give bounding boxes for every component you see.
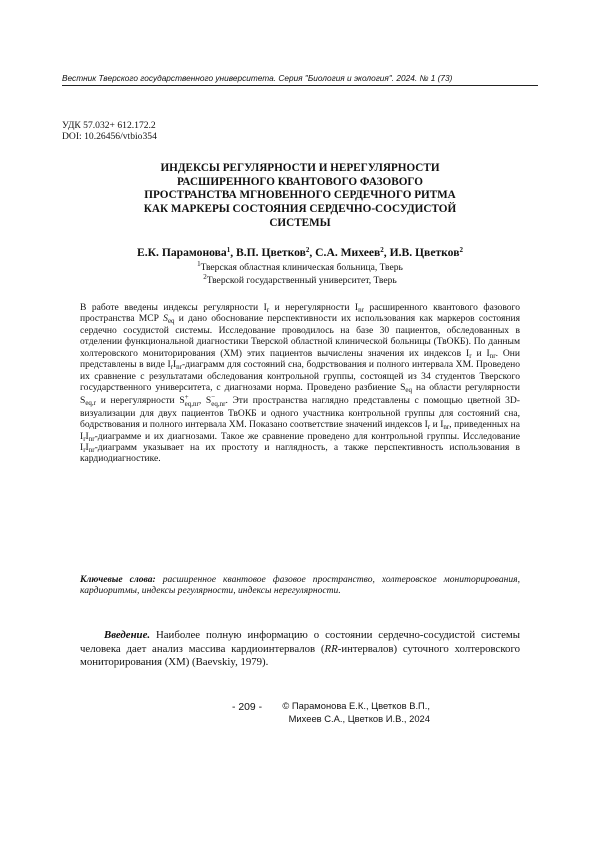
sub: nr <box>88 445 95 454</box>
copyright-line: © Парамонова Е.К., Цветков В.П., <box>282 700 430 711</box>
text: I <box>172 359 177 371</box>
subsup <box>211 394 225 408</box>
text: , приведенных на I <box>80 419 521 442</box>
text: и дано обоснование перспективности их использования как маркеров состояния сердечно сосудистой системы. Исследование проводилось на базе 30 пациентов, обследованных в отделении функциональной диагностики Тверской областной клинической больницы (ТвОКБ). По данным холтеровского мониторирования (ХМ) этих пациентов вычислены значения их индексов I <box>80 313 520 359</box>
sub: eq,nr <box>184 399 199 408</box>
subsup <box>185 394 199 408</box>
page-number: - 209 - <box>232 702 263 713</box>
author-name: В.П. Цветков <box>236 246 306 259</box>
author-affil-mark: 2 <box>459 246 463 254</box>
affiliation-2 <box>62 275 538 286</box>
author-affil-mark: 2 <box>380 246 384 254</box>
sub: eq <box>167 317 175 326</box>
author-name: С.А. Михеев <box>315 246 381 259</box>
affil-text: Тверской государственный университет, Тверь <box>206 275 397 286</box>
text: и I <box>471 347 490 359</box>
author-separator: , <box>230 246 236 259</box>
affil-mark: 1 <box>197 260 201 268</box>
text: . Они представлены в виде I <box>80 347 520 371</box>
journal-header <box>62 73 538 86</box>
title-line: ИНДЕКСЫ РЕГУЛЯРНОСТИ И НЕРЕГУЛЯРНОСТИ <box>160 162 440 174</box>
title-line: РАСШИРЕННОГО КВАНТОВОГО ФАЗОВОГО <box>177 175 423 188</box>
journal-title: Вестник Тверского государственного университета. Серия "Биология и экология". 2024. № 1 (73) <box>62 73 453 83</box>
text: I <box>85 430 89 442</box>
text: -диаграмме и их диагнозами. Такое же сравнение проведено для контрольной группы. Исследование I <box>80 430 520 453</box>
text: на области регулярности S <box>80 382 520 406</box>
sub: r <box>170 363 173 372</box>
keywords <box>80 574 520 597</box>
sub: eq,r <box>85 398 97 407</box>
sub: r <box>83 434 86 443</box>
title-line: ПРОСТРАНСТВА МГНОВЕННОГО СЕРДЕЧНОГО РИТМА <box>144 189 456 202</box>
sub: nr <box>358 306 364 314</box>
keywords-label: Ключевые слова: <box>80 574 156 585</box>
sub: r <box>427 423 431 432</box>
sub: r <box>469 351 472 360</box>
text: I <box>85 441 89 453</box>
sub: nr <box>489 351 496 360</box>
affiliation-1 <box>62 262 538 273</box>
sub: r <box>83 445 86 454</box>
article-meta <box>62 120 157 142</box>
text: Наиболее полную информацию о состоянии сердечно-сосудистой системы человека дает анализ массива кардиоинтервалов ( <box>80 629 520 655</box>
sub: eq <box>405 386 413 395</box>
copyright <box>280 700 430 726</box>
author-affil-mark: 1 <box>226 246 231 254</box>
udk-code: УДК 57.032+ 612.172.2 <box>62 120 156 131</box>
text: В работе введены индексы регулярности I <box>80 302 267 313</box>
sub: nr <box>443 423 450 432</box>
author-separator: , <box>309 246 316 259</box>
author-name: И.В. Цветков <box>389 246 460 259</box>
text: и нерегулярности S <box>96 394 185 406</box>
intro-label: Введение. <box>104 629 151 641</box>
sub: nr <box>88 434 95 443</box>
author-name: Е.К. Парамонова <box>137 246 227 259</box>
text: и I <box>430 419 444 431</box>
title-line: КАК МАРКЕРЫ СОСТОЯНИЯ СЕРДЕЧНО-СОСУДИСТОЙ <box>143 203 457 216</box>
sub: eq,nr <box>211 399 226 408</box>
text: -диаграмм для состояний сна, бодрствования и полного интервала ХМ. Проведено их сравнение с результатами обследования контрольной группы, состоящей из 34 студентов Тверского государственного университета, с диагнозами норма. Проведено разбиение S <box>80 359 520 394</box>
sub: nr <box>176 363 182 372</box>
sup: − <box>211 392 216 401</box>
symbol: S <box>163 313 168 325</box>
text: , S <box>198 394 212 406</box>
abstract-text <box>80 302 520 465</box>
symbol: RR <box>324 642 338 655</box>
title-line: СИСТЕМЫ <box>269 216 331 229</box>
abstract <box>80 302 520 465</box>
copyright-line: Михеев С.А., Цветков И.В., 2024 <box>288 712 430 724</box>
sub: r <box>266 306 270 314</box>
article-title <box>62 162 538 231</box>
text: расширенного квантового фазового пространства МСР <box>80 302 520 325</box>
sup: + <box>184 392 189 401</box>
introduction-paragraph <box>80 629 520 670</box>
text: и нерегулярности I <box>269 302 359 313</box>
affil-text: Тверская областная клиническая больница, Тверь <box>200 262 403 273</box>
text: -интервалов) суточного холтеровского мониторирования (ХМ) (Baevskiy, 1979). <box>80 642 520 669</box>
author-affil-mark: 2 <box>305 246 310 254</box>
affil-mark: 2 <box>203 273 207 281</box>
text: -диаграмм указывает на их простоту и наглядность, а также перспективность использования в кардиодиагностике. <box>80 441 520 465</box>
author-separator: , <box>383 246 390 259</box>
doi: DOI: 10.26456/vtbio354 <box>62 131 157 142</box>
author-list <box>62 246 538 259</box>
keywords-text: расширенное квантовое фазовое пространство, холтеровское мониторирования, кардиоритмы, индексы регулярности, индексы нерегулярности. <box>80 574 520 597</box>
text: . Эти пространства наглядно представлены с помощью цветной 3D-визуализации для двух пациентов ТвОКБ и одного участника контрольной группы для состояний сна, бодрствования и полного интервала ХМ. Показано соответствие значений индексов I <box>80 394 520 431</box>
